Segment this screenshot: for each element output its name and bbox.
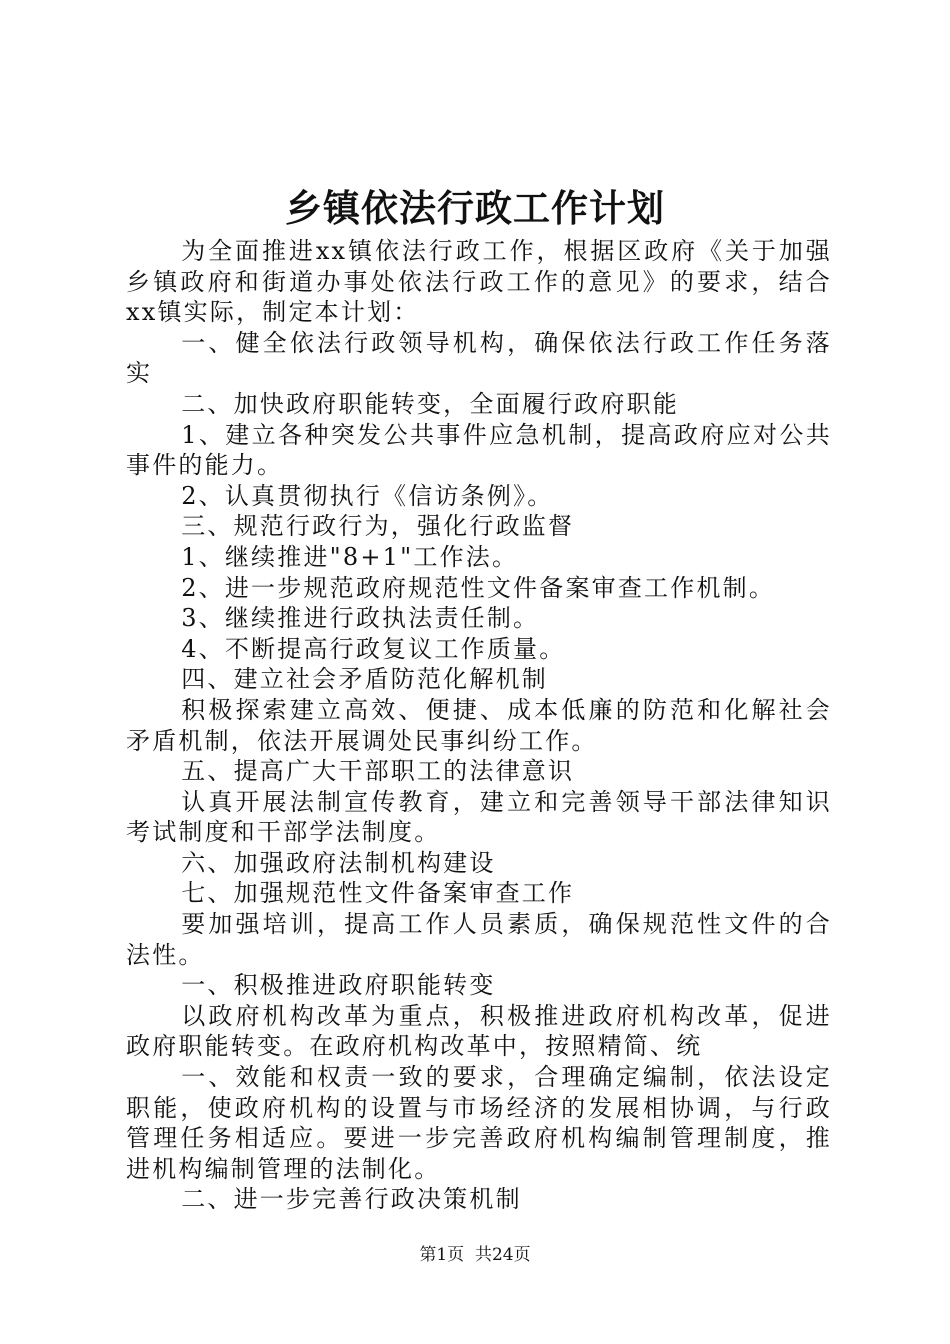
paragraph: 为全面推进xx镇依法行政工作，根据区政府《关于加强乡镇政府和街道办事处依法行政工作的意见》的要求，结合xx镇实际，制定本计划： xyxy=(126,237,832,327)
paragraph: 3、继续推进行政执法责任制。 xyxy=(181,604,540,633)
paragraph: 积极探索建立高效、便捷、成本低廉的防范和化解社会矛盾机制，依法开展调处民事纠纷工作。 xyxy=(126,695,832,755)
paragraph: 四、建立社会矛盾防范化解机制 xyxy=(181,665,548,694)
paragraph: 一、效能和权责一致的要求，合理确定编制，依法设定职能，使政府机构的设置与市场经济的发展相协调，与行政管理任务相适应。要进一步完善政府机构编制管理制度，推进机构编制管理的法制化。 xyxy=(126,1063,832,1183)
paragraph: 二、进一步完善行政决策机制 xyxy=(181,1185,522,1214)
paragraph: 2、进一步规范政府规范性文件备案审查工作机制。 xyxy=(181,573,776,602)
paragraph: 五、提高广大干部职工的法律意识 xyxy=(181,757,575,786)
paragraph: 三、规范行政行为，强化行政监督 xyxy=(181,512,575,541)
paragraph: 二、加快政府职能转变，全面履行政府职能 xyxy=(181,389,679,418)
paragraph: 1、继续推进"8+1"工作法。 xyxy=(181,542,519,571)
paragraph: 1、建立各种突发公共事件应急机制，提高政府应对公共事件的能力。 xyxy=(126,420,832,480)
paragraph: 六、加强政府法制机构建设 xyxy=(181,848,496,877)
page-footer: 第1页 共24页 xyxy=(419,1245,531,1265)
document-body xyxy=(126,236,832,1215)
paragraph: 一、积极推进政府职能转变 xyxy=(181,971,496,1000)
paragraph: 以政府机构改革为重点，积极推进政府机构改革，促进政府职能转变。在政府机构改革中，按照精简、统 xyxy=(126,1001,832,1061)
paragraph: 2、认真贯彻执行《信访条例》。 xyxy=(181,481,554,510)
paragraph: 4、不断提高行政复议工作质量。 xyxy=(181,634,566,663)
paragraph: 要加强培训，提高工作人员素质，确保规范性文件的合法性。 xyxy=(126,910,832,969)
paragraph: 认真开展法制宣传教育，建立和完善领导干部法律知识考试制度和干部学法制度。 xyxy=(126,787,832,847)
paragraph: 一、健全依法行政领导机构，确保依法行政工作任务落实 xyxy=(126,328,832,388)
paragraph: 七、加强规范性文件备案审查工作 xyxy=(181,879,575,908)
document-title: 乡镇依法行政工作计划 xyxy=(285,187,665,230)
